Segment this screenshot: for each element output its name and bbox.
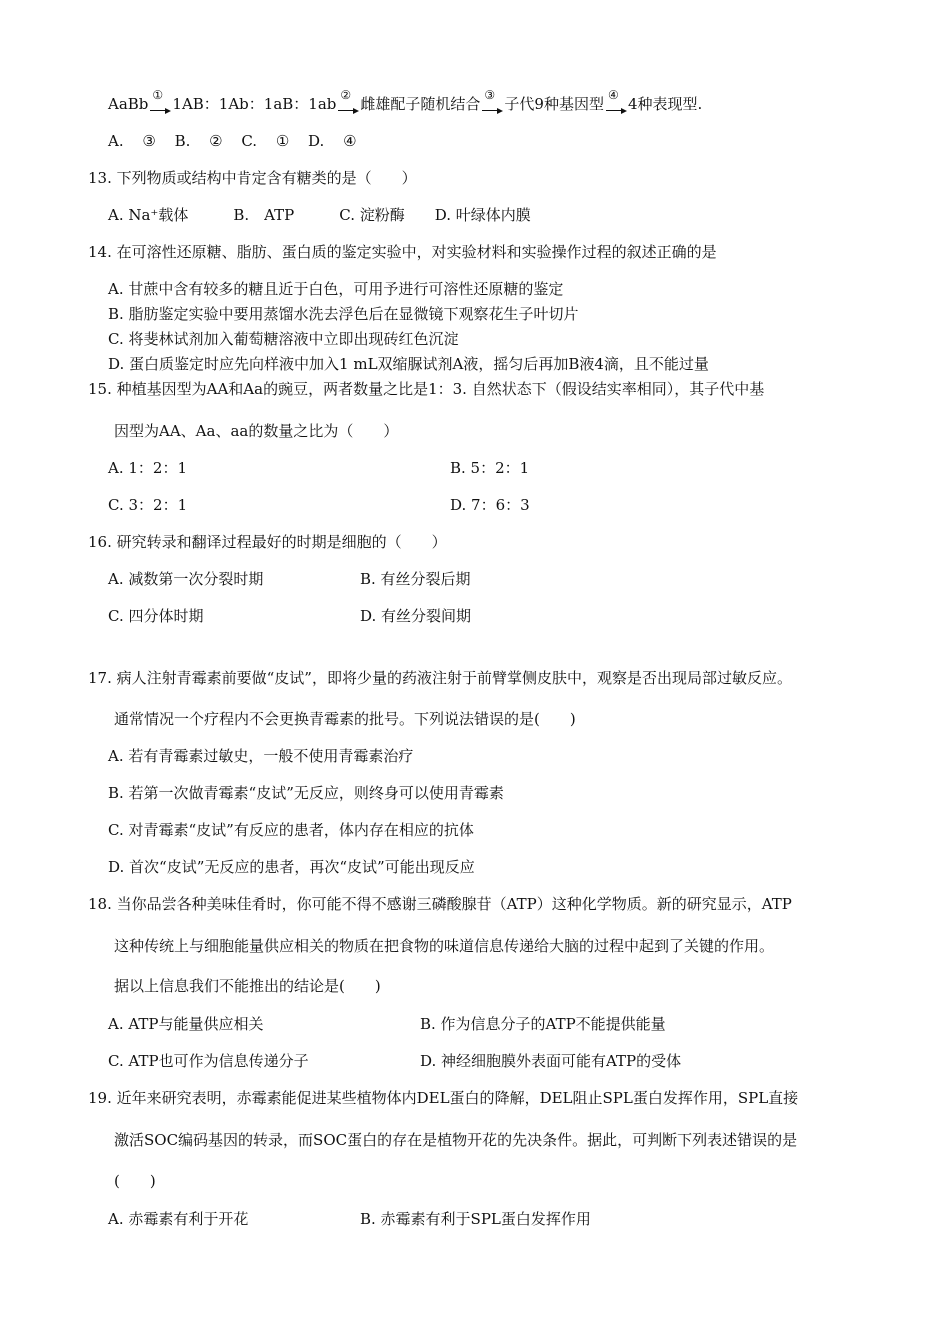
q18-option-c: C. ATP也可作为信息传递分子 — [108, 1052, 309, 1070]
q12-phenotypes: 4种表现型. — [627, 95, 703, 113]
q16-option-a: A. 减数第一次分裂时期 — [108, 570, 264, 588]
q19-stem-line1: 19. 近年来研究表明，赤霉素能促进某些植物体内DEL蛋白的降解，DEL阻止SPL蛋白发挥作用，SPL直接 — [88, 1089, 799, 1107]
arrow-icon: ④ — [605, 94, 627, 114]
q18-stem-line2: 这种传统上与细胞能量供应相关的物质在把食物的味道信息传递给大脑的过程中起到了关键的作用。 — [114, 937, 775, 955]
q12-gametes: 1AB：1Ab：1aB：1ab — [172, 95, 337, 113]
q15-stem-line1: 15. 种植基因型为AA和Aa的豌豆，两者数量之比是1：3. 自然状态下（假设结实率相同），其子代中基 — [88, 380, 765, 398]
q18-option-a: A. ATP与能量供应相关 — [108, 1015, 264, 1033]
arrow-icon: ② — [337, 94, 359, 114]
q15-option-d: D. 7：6：3 — [450, 496, 530, 514]
q15-option-a: A. 1：2：1 — [108, 459, 187, 477]
q18-option-d: D. 神经细胞膜外表面可能有ATP的受体 — [420, 1052, 682, 1070]
q16-stem: 16. 研究转录和翻译过程最好的时期是细胞的（ ） — [88, 533, 447, 551]
q13-options: A. Na⁺载体 B. ATP C. 淀粉酶 D. 叶绿体内膜 — [108, 206, 531, 224]
q14-option-d: D. 蛋白质鉴定时应先向样液中加入1 mL双缩脲试剂A液，摇匀后再加B液4滴，且不能过量 — [108, 355, 709, 373]
q14-stem: 14. 在可溶性还原糖、脂肪、蛋白质的鉴定实验中，对实验材料和实验操作过程的叙述正确的是 — [88, 243, 717, 261]
q17-stem-line2: 通常情况一个疗程内不会更换青霉素的批号。下列说法错误的是( ) — [114, 710, 576, 728]
q19-stem-line2: 激活SOC编码基因的转录，而SOC蛋白的存在是植物开花的先决条件。据此，可判断下列表述错误的是 — [114, 1131, 798, 1149]
q12-offspring-genotypes: 子代9种基因型 — [504, 95, 604, 113]
arrow-icon: ① — [149, 94, 171, 114]
q14-option-c: C. 将斐林试剂加入葡萄糖溶液中立即出现砖红色沉淀 — [108, 330, 459, 348]
q19-option-a: A. 赤霉素有利于开花 — [108, 1210, 249, 1228]
q17-option-b: B. 若第一次做青霉素“皮试”无反应，则终身可以使用青霉素 — [108, 784, 504, 802]
q13-stem: 13. 下列物质或结构中肯定含有糖类的是（ ） — [88, 169, 417, 187]
q18-stem-line1: 18. 当你品尝各种美味佳肴时，你可能不得不感谢三磷酸腺苷（ATP）这种化学物质。新的研究显示，ATP — [88, 895, 792, 913]
q15-option-b: B. 5：2：1 — [450, 459, 530, 477]
q15-option-c: C. 3：2：1 — [108, 496, 188, 514]
q14-option-b: B. 脂肪鉴定实验中要用蒸馏水洗去浮色后在显微镜下观察花生子叶切片 — [108, 305, 579, 323]
q18-stem-line3: 据以上信息我们不能推出的结论是( ) — [114, 977, 381, 995]
q14-option-a: A. 甘蔗中含有较多的糖且近于白色，可用予进行可溶性还原糖的鉴定 — [108, 280, 564, 298]
q16-option-c: C. 四分体时期 — [108, 607, 204, 625]
q19-option-b: B. 赤霉素有利于SPL蛋白发挥作用 — [360, 1210, 591, 1228]
q12-genotype: AaBb — [108, 95, 149, 113]
q17-option-d: D. 首次“皮试”无反应的患者，再次“皮试”可能出现反应 — [108, 858, 475, 876]
q18-option-b: B. 作为信息分子的ATP不能提供能量 — [420, 1015, 666, 1033]
q19-stem-line3: ( ) — [114, 1172, 156, 1190]
q17-option-c: C. 对青霉素“皮试”有反应的患者，体内存在相应的抗体 — [108, 821, 474, 839]
q12-fertilization: 雌雄配子随机结合 — [360, 95, 481, 113]
q16-option-d: D. 有丝分裂间期 — [360, 607, 472, 625]
q15-stem-line2: 因型为AA、Aa、aa的数量之比为（ ） — [114, 422, 399, 440]
q17-option-a: A. 若有青霉素过敏史，一般不使用青霉素治疗 — [108, 747, 414, 765]
arrow-icon: ③ — [481, 94, 503, 114]
q12-process-chain — [108, 88, 703, 114]
q17-stem-line1: 17. 病人注射青霉素前要做“皮试”，即将少量的药液注射于前臂掌侧皮肤中，观察是否出现局部过敏反应。 — [88, 669, 792, 687]
q16-option-b: B. 有丝分裂后期 — [360, 570, 471, 588]
q12-options: A. ③ B. ② C. ① D. ④ — [108, 132, 357, 150]
